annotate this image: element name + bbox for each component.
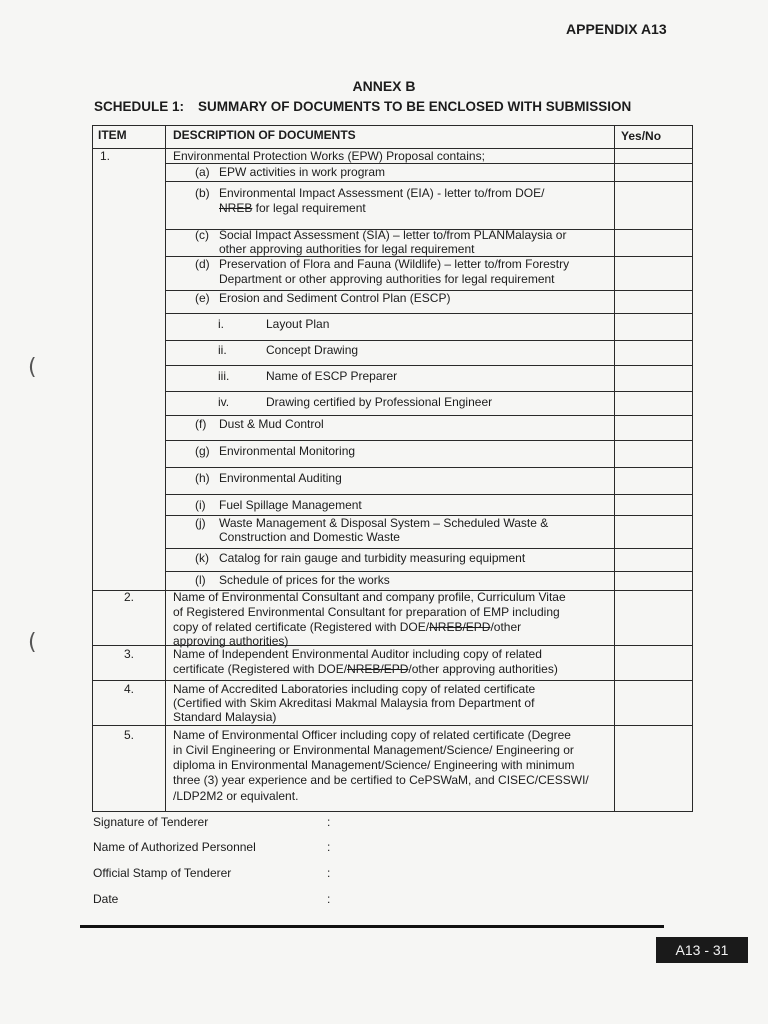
table-rule: [165, 181, 693, 182]
annex-title: ANNEX B: [352, 78, 416, 94]
item-text: Name of Independent Environmental Auditor including copy of related: [173, 647, 542, 661]
roman-numeral: i.: [218, 317, 224, 331]
table-border: [92, 125, 93, 812]
table-rule: [92, 125, 693, 126]
roman-numeral: iii.: [218, 369, 230, 383]
sub-item-letter: (c): [195, 228, 209, 242]
sub-item-text: Department or other approving authorities for legal requirement: [219, 272, 555, 286]
table-rule: [165, 365, 693, 366]
sub-item-letter: (g): [195, 444, 210, 458]
item-number: 5.: [124, 728, 135, 742]
header-item: ITEM: [98, 128, 127, 142]
item-title: Environmental Protection Works (EPW) Proposal contains;: [173, 149, 485, 163]
sub-item-text: Dust & Mud Control: [219, 417, 324, 431]
table-rule: [165, 548, 693, 549]
item-text: approving authorities): [173, 634, 289, 648]
sub-item-text: Drawing certified by Professional Engineer: [266, 395, 493, 409]
table-rule: [92, 725, 693, 726]
item-text: of Registered Environmental Consultant for preparation of EMP including: [173, 605, 560, 619]
sub-item-text: Environmental Auditing: [219, 471, 342, 485]
punch-hole-mark: (: [28, 630, 37, 655]
sub-item-letter: (j): [195, 516, 206, 530]
schedule-title: [94, 99, 631, 114]
item-number: 1.: [100, 149, 111, 163]
item-text-part: certificate (Registered with DOE/: [173, 662, 348, 676]
sub-item-text-cont: for legal requirement: [252, 201, 366, 215]
item-text: [173, 662, 558, 677]
field-colon: :: [327, 866, 331, 880]
schedule-text: SUMMARY OF DOCUMENTS TO BE ENCLOSED WITH SUBMISSION: [198, 99, 632, 114]
documents-table: [92, 125, 693, 812]
sub-item-text: Concept Drawing: [266, 343, 359, 357]
table-rule: [165, 467, 693, 468]
official-stamp-label: Official Stamp of Tenderer: [93, 866, 232, 880]
sub-item-text: [219, 201, 366, 216]
struck-text: NREB: [219, 201, 253, 215]
table-rule: [165, 440, 693, 441]
item-number: 2.: [124, 590, 135, 604]
sub-item-letter: (k): [195, 551, 209, 565]
item-number: 4.: [124, 682, 135, 696]
table-rule: [165, 340, 693, 341]
table-rule: [165, 571, 693, 572]
item-text: /LDP2M2 or equivalent.: [173, 789, 299, 803]
sub-item-text: EPW activities in work program: [219, 165, 386, 179]
field-colon: :: [327, 892, 331, 906]
punch-hole-mark: (: [28, 355, 37, 380]
sub-item-text: other approving authorities for legal requirement: [219, 242, 475, 256]
item-number: 3.: [124, 647, 135, 661]
table-rule: [165, 313, 693, 314]
sub-item-text: Layout Plan: [266, 317, 330, 331]
field-colon: :: [327, 840, 331, 854]
sub-item-text: Construction and Domestic Waste: [219, 530, 400, 544]
sub-item-letter: (a): [195, 165, 210, 179]
item-text: Name of Environmental Officer including copy of related certificate (Degree: [173, 728, 571, 742]
roman-numeral: iv.: [218, 395, 230, 409]
item-text: Name of Accredited Laboratories including copy of related certificate: [173, 682, 536, 696]
item-text: in Civil Engineering or Environmental Management/Science/ Engineering or: [173, 743, 574, 757]
table-rule: [165, 391, 693, 392]
header-yesno: Yes/No: [621, 129, 662, 143]
sub-item-letter: (e): [195, 291, 210, 305]
authorized-personnel-label: Name of Authorized Personnel: [93, 840, 256, 854]
item-text: (Certified with Skim Akreditasi Makmal Malaysia from Department of: [173, 696, 535, 710]
item-text: Standard Malaysia): [173, 710, 277, 724]
sub-item-text: Environmental Monitoring: [219, 444, 356, 458]
item-text-part: /other approving authorities): [408, 662, 558, 676]
page-number: A13 - 31: [656, 937, 748, 963]
table-rule: [92, 680, 693, 681]
schedule-label: SCHEDULE 1:: [94, 99, 185, 114]
sub-item-letter: (b): [195, 186, 210, 200]
item-text: [173, 620, 521, 635]
sub-item-letter: (l): [195, 573, 206, 587]
table-rule: [165, 415, 693, 416]
struck-text: NREB/EPD: [429, 620, 491, 634]
date-label: Date: [93, 892, 119, 906]
table-rule: [165, 494, 693, 495]
sub-item-letter: (h): [195, 471, 210, 485]
item-text-part: /other: [490, 620, 522, 634]
sub-item-text: Environmental Impact Assessment (EIA) - letter to/from DOE/: [219, 186, 545, 200]
sub-item-text: Name of ESCP Preparer: [266, 369, 398, 383]
header-description: DESCRIPTION OF DOCUMENTS: [173, 128, 356, 142]
sub-item-text: Waste Management & Disposal System – Scheduled Waste &: [219, 516, 549, 530]
sub-item-letter: (f): [195, 417, 207, 431]
struck-text: NREB/EPD: [347, 662, 409, 676]
table-rule: [92, 811, 693, 812]
roman-numeral: ii.: [218, 343, 227, 357]
sub-item-text: Schedule of prices for the works: [219, 573, 390, 587]
sub-item-text: Fuel Spillage Management: [219, 498, 362, 512]
item-text: diploma in Environmental Management/Science/ Engineering with minimum: [173, 758, 575, 772]
sub-item-text: Catalog for rain gauge and turbidity measuring equipment: [219, 551, 526, 565]
item-text: Name of Environmental Consultant and company profile, Curriculum Vitae: [173, 590, 566, 604]
sub-item-text: Erosion and Sediment Control Plan (ESCP): [219, 291, 451, 305]
field-colon: :: [327, 815, 331, 829]
footer-rule: [80, 925, 664, 928]
sub-item-text: Social Impact Assessment (SIA) – letter to/from PLANMalaysia or: [219, 228, 567, 242]
appendix-heading: APPENDIX A13: [566, 21, 667, 37]
sub-item-letter: (d): [195, 257, 210, 271]
signature-label: Signature of Tenderer: [93, 815, 209, 829]
item-text: three (3) year experience and be certified to CePSWaM, and CISEC/CESSWI/: [173, 773, 589, 787]
sub-item-text: Preservation of Flora and Fauna (Wildlife) – letter to/from Forestry: [219, 257, 570, 271]
item-text-part: copy of related certificate (Registered with DOE/: [173, 620, 430, 634]
sub-item-letter: (i): [195, 498, 206, 512]
